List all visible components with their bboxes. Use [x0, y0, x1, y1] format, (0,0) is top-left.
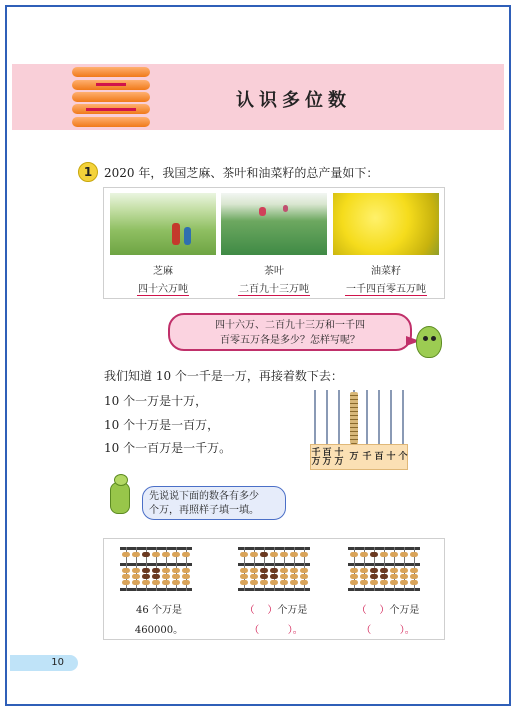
abacus-bead	[162, 568, 170, 573]
abacus-caption-1: 46 个万是 460000。	[134, 605, 184, 636]
question-bubble-line1: 四十六万、二百九十三万和一千四	[215, 320, 365, 331]
abacus-bead	[240, 580, 248, 585]
abacus-bead	[290, 574, 298, 579]
title-decoration	[72, 67, 150, 127]
abacus-bead	[280, 580, 288, 585]
abacus-bead	[370, 552, 378, 557]
abacus-bead	[250, 580, 258, 585]
counting-line-3: 10 个一百万是一千万。	[104, 441, 232, 455]
bean-character-illustration	[416, 326, 442, 358]
abacus-bead	[400, 568, 408, 573]
abacus-bead	[182, 568, 190, 573]
crop-amount-sesame: 四十六万吨	[138, 284, 188, 295]
abacus-bead	[390, 574, 398, 579]
abacus-bead	[162, 580, 170, 585]
abacus-bead	[152, 568, 160, 573]
abacus-bead	[360, 574, 368, 579]
abacus-caption-2: （ ）个万是 （ ）。	[244, 605, 308, 636]
hint-bubble	[142, 486, 286, 520]
abacus-bead	[122, 580, 130, 585]
counting-line-1: 10 个一万是十万，	[104, 394, 208, 408]
rapeseed-photo	[333, 193, 439, 255]
abacus-bead	[380, 574, 388, 579]
abacus-bead	[260, 574, 268, 579]
abacus-bead	[300, 574, 308, 579]
page-title: 认识多位数	[236, 90, 351, 111]
question-bubble	[168, 313, 412, 351]
abacus-bead	[380, 552, 388, 557]
abacus-bead	[370, 580, 378, 585]
abacus-bead	[260, 568, 268, 573]
abacus-exercise-panel	[103, 538, 445, 640]
crop-name-tea: 茶叶	[264, 266, 284, 277]
crop-name-rapeseed: 油菜籽	[371, 266, 401, 277]
abacus-bead	[370, 568, 378, 573]
abacus-bead	[172, 568, 180, 573]
abacus-bead	[142, 574, 150, 579]
grasshopper-character-illustration	[104, 472, 138, 524]
abacus-bead	[400, 580, 408, 585]
crop-photos-panel	[103, 187, 445, 299]
abacus-bead	[182, 580, 190, 585]
abacus-3	[348, 547, 420, 591]
abacus-bead	[142, 580, 150, 585]
abacus-bead	[142, 568, 150, 573]
counting-lead-text: 我们知道 10 个一千是一万，再接着数下去：	[104, 369, 343, 383]
question-bubble-line2: 百零五万各是多少？怎样写呢？	[220, 335, 360, 346]
abacus-bead	[400, 574, 408, 579]
counting-line-2: 10 个十万是一百万，	[104, 418, 220, 432]
intro-text: 2020 年，我国芝麻、茶叶和油菜籽的总产量如下：	[104, 166, 379, 180]
sesame-photo	[110, 193, 216, 255]
abacus-bead	[240, 568, 248, 573]
abacus-bead	[142, 552, 150, 557]
counter-beads	[350, 392, 358, 444]
abacus-bead	[132, 552, 140, 557]
abacus-bead	[370, 574, 378, 579]
abacus-bead	[132, 580, 140, 585]
abacus-bead	[132, 568, 140, 573]
abacus-bead	[410, 552, 418, 557]
tea-photo	[221, 193, 327, 255]
abacus-bead	[350, 580, 358, 585]
abacus-bead	[280, 552, 288, 557]
abacus-bead	[172, 580, 180, 585]
abacus-bead	[260, 580, 268, 585]
abacus-bead	[182, 574, 190, 579]
abacus-bead	[360, 580, 368, 585]
abacus-bead	[250, 568, 258, 573]
abacus-bead	[172, 574, 180, 579]
abacus-bead	[152, 552, 160, 557]
abacus-bead	[270, 568, 278, 573]
abacus-bead	[122, 552, 130, 557]
abacus-bead	[380, 568, 388, 573]
abacus-bead	[410, 580, 418, 585]
abacus-bead	[152, 574, 160, 579]
abacus-bead	[270, 574, 278, 579]
crop-amount-tea: 二百九十三万吨	[239, 284, 309, 295]
abacus-bead	[122, 568, 130, 573]
abacus-bead	[350, 574, 358, 579]
abacus-bead	[290, 580, 298, 585]
abacus-1	[120, 547, 192, 591]
abacus-caption-3: （ ）个万是 （ ）。	[356, 605, 420, 636]
abacus-bead	[240, 552, 248, 557]
question-number-badge: 1	[78, 162, 98, 182]
abacus-bead	[172, 552, 180, 557]
hint-bubble-line2: 个万，再照样子填一填。	[149, 505, 259, 516]
abacus-bead	[390, 580, 398, 585]
abacus-bead	[300, 568, 308, 573]
counting-frame	[310, 390, 408, 472]
page-number: 10	[10, 655, 78, 671]
crop-amount-rapeseed: 一千四百零五万吨	[346, 284, 426, 295]
hint-bubble-line1: 先说说下面的数各有多少	[149, 491, 259, 502]
abacus-bead	[380, 580, 388, 585]
abacus-bead	[122, 574, 130, 579]
abacus-bead	[410, 568, 418, 573]
abacus-bead	[350, 552, 358, 557]
abacus-bead	[162, 552, 170, 557]
abacus-bead	[390, 552, 398, 557]
place-value-labels: 千 万 百 万 十 万 万 千 百 十 个	[310, 444, 408, 470]
abacus-bead	[240, 574, 248, 579]
abacus-bead	[360, 552, 368, 557]
abacus-bead	[152, 580, 160, 585]
abacus-bead	[162, 574, 170, 579]
abacus-bead	[390, 568, 398, 573]
abacus-bead	[350, 568, 358, 573]
abacus-bead	[300, 552, 308, 557]
abacus-bead	[250, 574, 258, 579]
abacus-bead	[290, 568, 298, 573]
abacus-bead	[400, 552, 408, 557]
abacus-bead	[270, 552, 278, 557]
abacus-bead	[250, 552, 258, 557]
abacus-bead	[300, 580, 308, 585]
abacus-bead	[182, 552, 190, 557]
abacus-2	[238, 547, 310, 591]
abacus-bead	[260, 552, 268, 557]
abacus-bead	[280, 568, 288, 573]
abacus-bead	[132, 574, 140, 579]
abacus-bead	[360, 568, 368, 573]
abacus-bead	[280, 574, 288, 579]
abacus-bead	[270, 580, 278, 585]
abacus-bead	[410, 574, 418, 579]
abacus-bead	[290, 552, 298, 557]
crop-name-sesame: 芝麻	[153, 266, 173, 277]
